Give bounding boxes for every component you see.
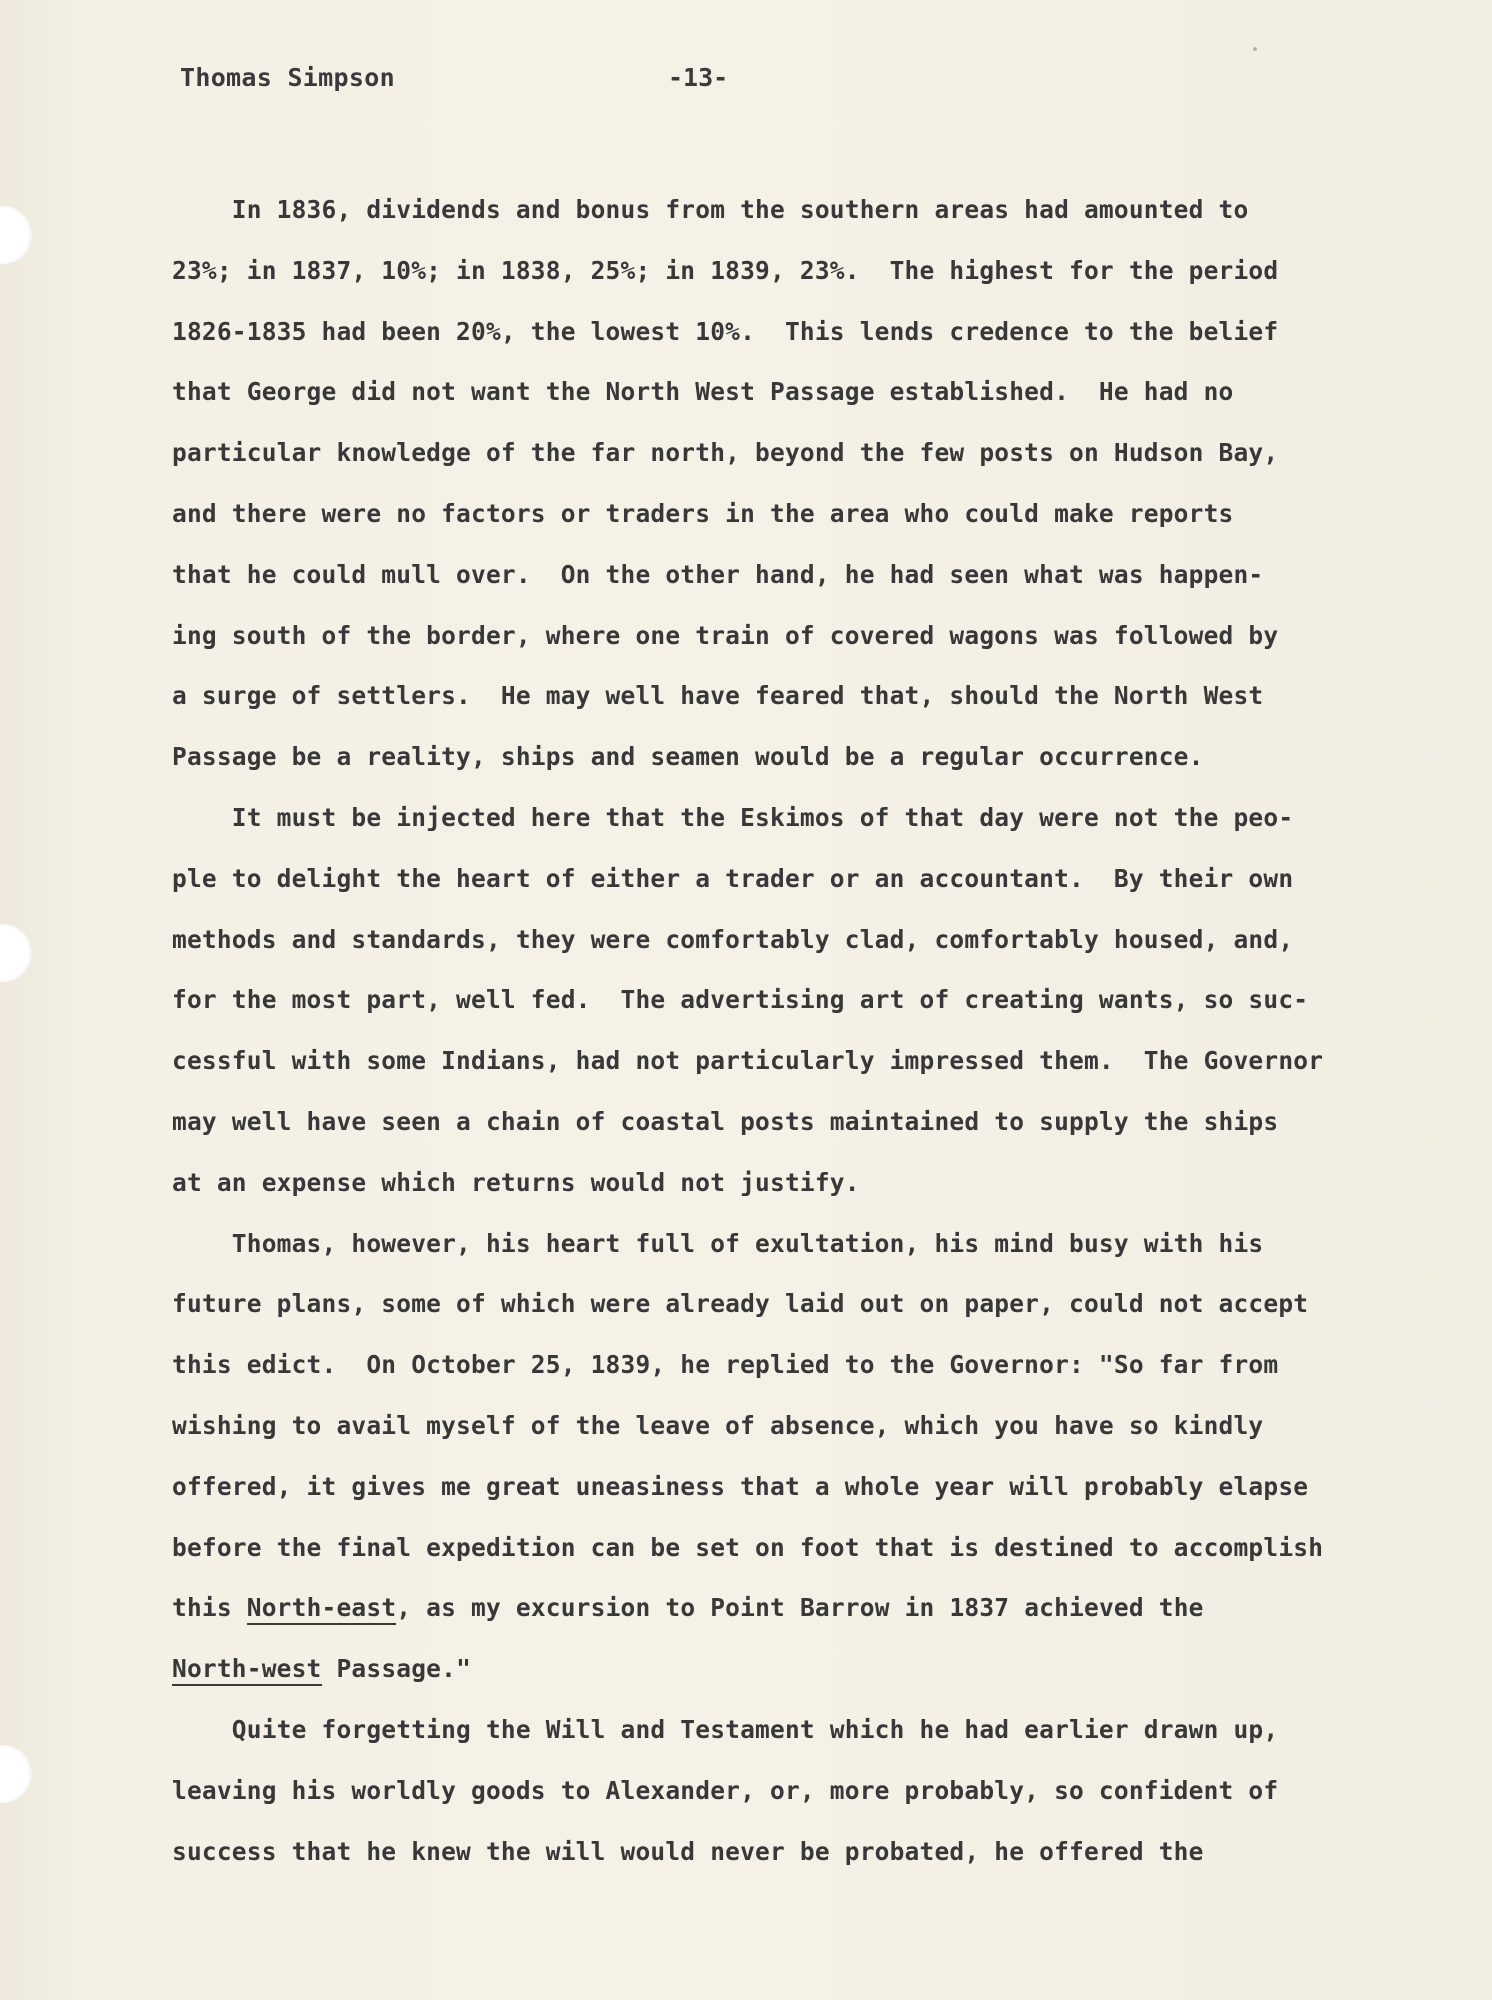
text-segment: Passage." [321, 1654, 472, 1684]
text-line: that George did not want the North West Passage established. He had no [172, 377, 1234, 407]
text-line: 1826-1835 had been 20%, the lowest 10%. This lends credence to the belief [172, 316, 1279, 346]
text-line: this edict. On October 25, 1839, he replied to the Governor: "So far from [172, 1350, 1279, 1380]
text-line: and there were no factors or traders in the area who could make reports [172, 498, 1234, 528]
text-line: ple to delight the heart of either a trader or an accountant. By their own [172, 863, 1294, 893]
text-line: before the final expedition can be set on foot that is destined to accomplish [172, 1532, 1324, 1562]
body-text [172, 180, 1372, 1882]
text-line: offered, it gives me great uneasiness that a whole year will probably elapse [172, 1471, 1309, 1501]
text-line: cessful with some Indians, had not particularly impressed them. The Governor [172, 1046, 1324, 1076]
underlined-text: North-east [247, 1593, 397, 1625]
punch-hole [0, 206, 32, 264]
text-line: may well have seen a chain of coastal posts maintained to supply the ships [172, 1106, 1279, 1136]
text-line: In 1836, dividends and bonus from the southern areas had amounted to [172, 195, 1249, 224]
text-line: success that he knew the will would never be probated, he offered the [172, 1836, 1204, 1866]
text-line: particular knowledge of the far north, beyond the few posts on Hudson Bay, [172, 438, 1279, 468]
text-line: methods and standards, they were comfortably clad, comfortably housed, and, [172, 924, 1294, 954]
running-header-author: Thomas Simpson [180, 63, 395, 92]
text-line: 23%; in 1837, 10%; in 1838, 25%; in 1839, 23%. The highest for the period [172, 255, 1279, 285]
text-line: leaving his worldly goods to Alexander, or, more probably, so confident of [172, 1775, 1279, 1805]
text-line: wishing to avail myself of the leave of absence, which you have so kindly [172, 1410, 1264, 1440]
text-segment: , as my excursion to Point Barrow in 1837 achieved the [396, 1593, 1204, 1623]
text-line [172, 1639, 1372, 1700]
text-line: Quite forgetting the Will and Testament which he had earlier drawn up, [172, 1714, 1279, 1744]
text-line: a surge of settlers. He may well have feared that, should the North West [172, 681, 1264, 711]
text-segment: this [172, 1593, 247, 1623]
paper-speck [1253, 47, 1257, 51]
text-line: future plans, some of which were already laid out on paper, could not accept [172, 1289, 1309, 1319]
underlined-text: North-west [172, 1654, 322, 1686]
page-number: -13- [668, 63, 729, 92]
text-line [172, 1578, 1372, 1639]
text-line: It must be injected here that the Eskimos of that day were not the peo- [172, 802, 1294, 832]
text-line: that he could mull over. On the other hand, he had seen what was happen- [172, 559, 1264, 589]
text-line: at an expense which returns would not justify. [172, 1167, 860, 1197]
text-line: Thomas, however, his heart full of exultation, his mind busy with his [172, 1228, 1264, 1258]
punch-hole [0, 1745, 32, 1803]
text-line: for the most part, well fed. The advertising art of creating wants, so suc- [172, 985, 1309, 1015]
text-line: ing south of the border, where one train of covered wagons was followed by [172, 620, 1279, 650]
punch-hole [0, 924, 32, 982]
text-line: Passage be a reality, ships and seamen would be a regular occurrence. [172, 742, 1204, 772]
